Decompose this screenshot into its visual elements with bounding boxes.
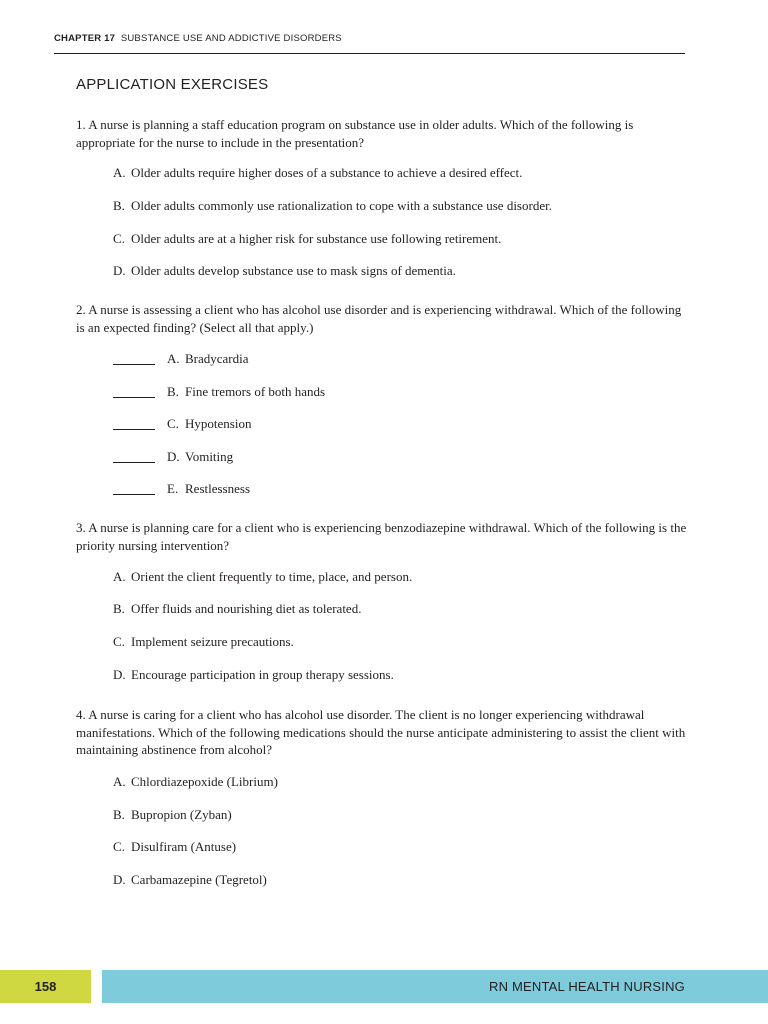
question-1-option-a bbox=[113, 165, 522, 181]
question-2-option-a bbox=[167, 351, 249, 367]
option-text: Bupropion (Zyban) bbox=[131, 807, 232, 822]
page-number bbox=[0, 970, 91, 1003]
answer-blank[interactable] bbox=[113, 364, 155, 365]
option-text: Hypotension bbox=[185, 416, 252, 431]
answer-blank[interactable] bbox=[113, 462, 155, 463]
question-1-option-c bbox=[113, 231, 501, 247]
question-3-stem: 3. A nurse is planning care for a client who is experiencing benzodiazepine withdrawal. Which of the following is the priority nursing intervention? bbox=[76, 520, 687, 553]
option-text: Orient the client frequently to time, place, and person. bbox=[131, 569, 413, 584]
answer-blank[interactable] bbox=[113, 429, 155, 430]
option-letter: C. bbox=[113, 634, 125, 649]
option-text: Offer fluids and nourishing diet as tolerated. bbox=[131, 601, 362, 616]
question-4-stem: 4. A nurse is caring for a client who has alcohol use disorder. The client is no longer experiencing withdrawal manifestations. Which of the following medications should the nurse anticipate administering to assist the client with maintaining abstinence from alcohol? bbox=[76, 707, 686, 757]
option-letter: B. bbox=[167, 384, 179, 399]
option-letter: C. bbox=[113, 839, 125, 854]
question-2-option-d bbox=[167, 449, 233, 465]
running-header bbox=[54, 33, 685, 54]
option-text: Restlessness bbox=[185, 481, 250, 496]
option-text: Vomiting bbox=[185, 449, 234, 464]
question-4-option-c bbox=[113, 839, 236, 855]
option-text: Carbamazepine (Tegretol) bbox=[131, 872, 267, 887]
option-text: Fine tremors of both hands bbox=[185, 384, 326, 399]
question-3-option-d bbox=[113, 667, 394, 683]
option-letter: B. bbox=[113, 807, 125, 822]
option-text: Older adults require higher doses of a substance to achieve a desired effect. bbox=[131, 165, 523, 180]
question-4-option-b bbox=[113, 807, 232, 823]
option-text: Older adults develop substance use to mask signs of dementia. bbox=[131, 263, 456, 278]
option-letter: D. bbox=[113, 263, 126, 278]
option-letter: B. bbox=[113, 601, 125, 616]
option-letter: A. bbox=[113, 774, 126, 789]
option-letter: A. bbox=[167, 351, 180, 366]
question-2-option-c bbox=[167, 416, 251, 432]
question-1-option-b bbox=[113, 198, 552, 214]
question-3-option-a bbox=[113, 569, 412, 585]
option-letter: C. bbox=[113, 231, 125, 246]
question-3-option-b bbox=[113, 601, 361, 617]
option-letter: C. bbox=[167, 416, 179, 431]
option-letter: A. bbox=[113, 569, 126, 584]
question-2-option-b bbox=[167, 384, 325, 400]
option-text: Implement seizure precautions. bbox=[131, 634, 294, 649]
option-text: Bradycardia bbox=[185, 351, 249, 366]
answer-blank[interactable] bbox=[113, 494, 155, 495]
chapter-number: CHAPTER 17 bbox=[54, 33, 116, 44]
option-text: Encourage participation in group therapy sessions. bbox=[131, 667, 394, 682]
option-letter: B. bbox=[113, 198, 125, 213]
option-letter: D. bbox=[113, 667, 126, 682]
option-text: Older adults are at a higher risk for substance use following retirement. bbox=[131, 231, 502, 246]
option-letter: D. bbox=[113, 872, 126, 887]
section-title: APPLICATION EXERCISES bbox=[76, 76, 269, 93]
question-3-option-c bbox=[113, 634, 294, 650]
question-2-stem: 2. A nurse is assessing a client who has alcohol use disorder and is experiencing withdrawal. Which of the following is an expected finding? (Select all that apply.) bbox=[76, 302, 682, 335]
page-number-text: 158 bbox=[34, 979, 57, 994]
question-4-option-d bbox=[113, 872, 267, 888]
option-text: Older adults commonly use rationalization to cope with a substance use disorder. bbox=[131, 198, 552, 213]
question-2-option-e bbox=[167, 481, 250, 497]
option-text: Chlordiazepoxide (Librium) bbox=[131, 774, 278, 789]
footer-band bbox=[102, 970, 768, 1003]
question-1-stem: 1. A nurse is planning a staff education program on substance use in older adults. Which of the following is appropriate for the nurse to include in the presentation? bbox=[76, 117, 634, 150]
option-letter: D. bbox=[167, 449, 180, 464]
chapter-title: SUBSTANCE USE AND ADDICTIVE DISORDERS bbox=[120, 33, 342, 44]
question-1-option-d bbox=[113, 263, 456, 279]
option-text: Disulfiram (Antuse) bbox=[131, 839, 237, 854]
option-letter: E. bbox=[167, 481, 179, 496]
book-title: RN MENTAL HEALTH NURSING bbox=[489, 979, 685, 994]
answer-blank[interactable] bbox=[113, 397, 155, 398]
option-letter: A. bbox=[113, 165, 126, 180]
question-4-option-a bbox=[113, 774, 278, 790]
